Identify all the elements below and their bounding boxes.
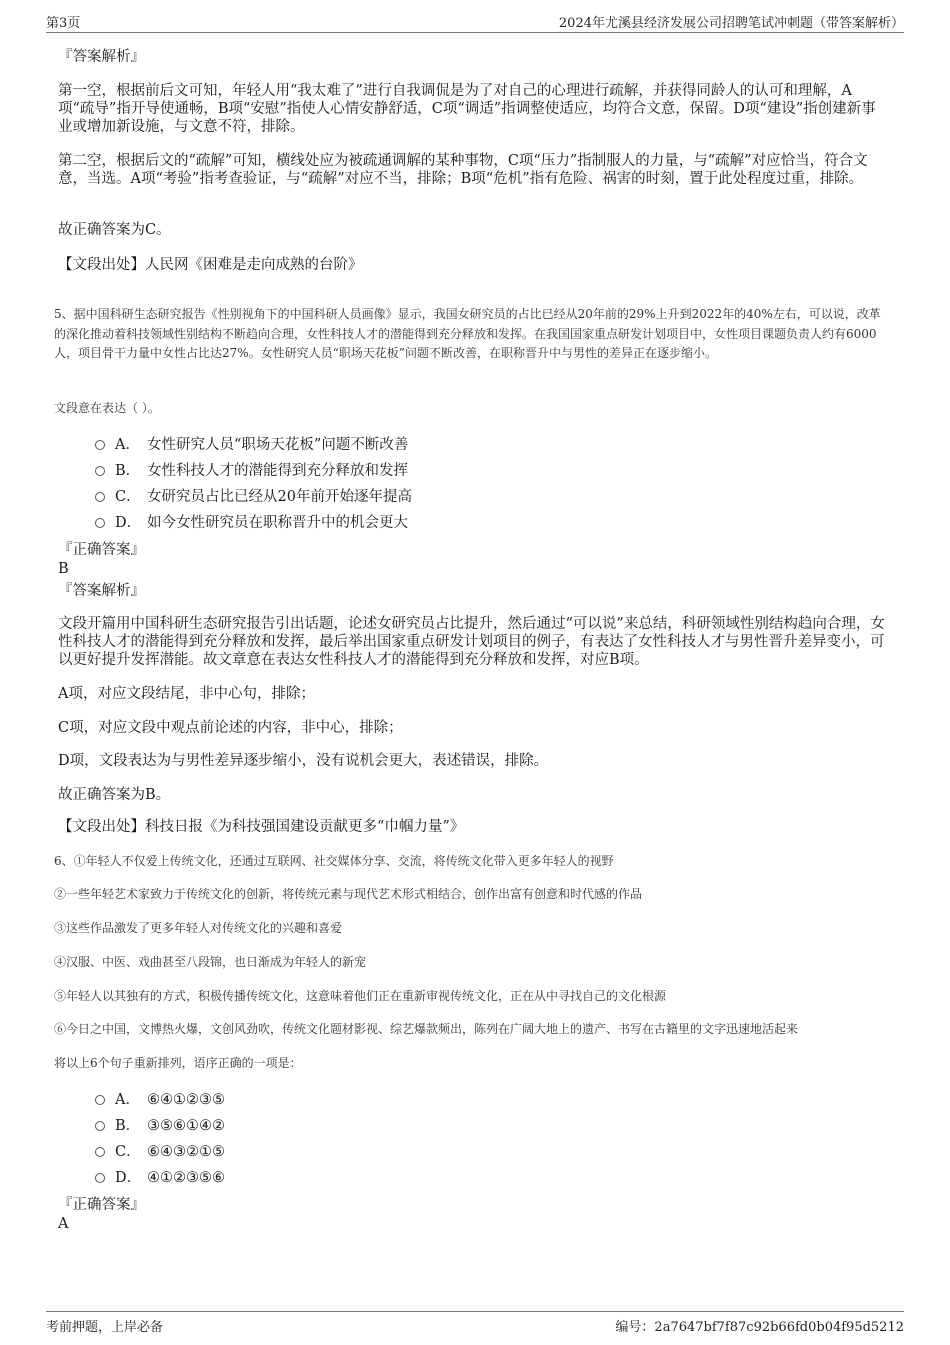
- q5-option-a[interactable]: A． 女性研究人员“职场天花板”问题不断改善: [95, 436, 408, 454]
- q5-note-c: C项，对应文段中观点前论述的内容，非中心，排除；: [58, 720, 403, 736]
- page-number: 第3页: [46, 16, 81, 31]
- q6-sentence-3: ③这些作品激发了更多年轻人对传统文化的兴趣和喜爱: [54, 921, 343, 935]
- q5-option-b[interactable]: B． 女性科技人才的潜能得到充分释放和发挥: [95, 462, 408, 480]
- q5-note-d: D项，文段表达为与男性差异逐步缩小，没有说机会更大，表述错误，排除。: [58, 753, 549, 769]
- radio-button-icon[interactable]: [95, 1095, 105, 1105]
- radio-button-icon[interactable]: [95, 1173, 105, 1183]
- passage-source: 【文段出处】人民网《困难是走向成熟的台阶》: [58, 257, 363, 273]
- radio-button-icon[interactable]: [95, 466, 105, 476]
- page-footer: [46, 1311, 904, 1338]
- document-title: 2024年尤溪县经济发展公司招聘笔试冲刺题（带答案解析）: [558, 16, 904, 31]
- radio-button-icon[interactable]: [95, 1121, 105, 1131]
- q5-analysis: 文段开篇用中国科研生态研究报告引出话题，论述女研究员占比提升，然后通过“可以说”来总结，科研领域性别结构趋向合理，女性科技人才的潜能得到充分释放和发挥，最后举出国家重点研发计划项目的例子，有表达了女性科技人才与男性晋升差异变小，可以更好提升发挥潜能。故文章意在表达女性科技人才的潜能得到充分释放和发挥，对应B项。: [58, 616, 885, 668]
- q5-answer: B: [58, 561, 69, 577]
- q6-answer-heading: 『正确答案』: [58, 1197, 145, 1213]
- analysis-paragraph-1: 第一空，根据前后文可知，年轻人用“我太难了”进行自我调侃是为了对自己的心理进行疏解，并获得同龄人的认可和理解，A项“疏导”指开导使通畅，B项“安慰”指使人心情安静舒适，C项“调适”指调整使适应，均符合文意，保留。D项“建设”指创建新事业或增加新设施，与文意不符，排除。: [58, 83, 876, 135]
- analysis-heading: 『答案解析』: [58, 49, 145, 65]
- q6-sentence-1: 6、①年轻人不仅爱上传统文化，还通过互联网、社交媒体分享、交流，将传统文化带入更多年轻人的视野: [54, 854, 614, 868]
- analysis-conclusion: 故正确答案为C。: [58, 222, 171, 238]
- page-header: [46, 10, 904, 33]
- footer-slogan: 考前押题，上岸必备: [46, 1320, 164, 1335]
- analysis-paragraph-2: 第二空，根据后文的“疏解”可知，横线处应为被疏通调解的某种事物，C项“压力”指制服人的力量，与“疏解”对应恰当，符合文意，当选。A项“考验”指考查验证，与“疏解”对应不当，排除；B项“危机”指有危险、祸害的时刻，置于此处程度过重，排除。: [58, 153, 868, 187]
- radio-button-icon[interactable]: [95, 492, 105, 502]
- question-5-prompt: 文段意在表达（ ）。: [54, 401, 160, 415]
- q6-option-b[interactable]: B． ③⑤⑥①④②: [95, 1117, 225, 1135]
- document-id: 编号：2a7647bf7f87c92b66fd0b04f95d5212: [615, 1320, 904, 1335]
- q6-prompt: 将以上6个句子重新排列，语序正确的一项是：: [54, 1056, 302, 1070]
- question-5-stem: 5、据中国科研生态研究报告《性别视角下的中国科研人员画像》显示，我国女研究员的占比已经从20年前的29%上升到2022年的40%左右，可以说，改革的深化推动着科技领域性别结构不断趋向合理，女性科技人才的潜能得到充分释放和发挥。在我国国家重点研发计划项目中，女性项目课题负责人约有6000人，项目骨干力量中女性占比达27%。女性研究人员“职场天花板”问题不断改善，在职称晋升中与男性的差异正在逐步缩小。: [54, 307, 881, 360]
- q5-source: 【文段出处】科技日报《为科技强国建设贡献更多“巾帼力量”》: [58, 819, 465, 835]
- q5-analysis-heading: 『答案解析』: [58, 583, 145, 599]
- q6-option-c[interactable]: C． ⑥④③②①⑤: [95, 1143, 225, 1161]
- q6-sentence-4: ④汉服、中医、戏曲甚至八段锦，也日渐成为年轻人的新宠: [54, 955, 367, 969]
- q5-note-a: A项，对应文段结尾，非中心句，排除；: [58, 686, 315, 702]
- radio-button-icon[interactable]: [95, 518, 105, 528]
- q6-sentence-5: ⑤年轻人以其独有的方式，积极传播传统文化，这意味着他们正在重新审视传统文化，正在从中寻找自己的文化根源: [54, 989, 667, 1003]
- q5-option-d[interactable]: D． 如今女性研究员在职称晋升中的机会更大: [95, 514, 408, 532]
- radio-button-icon[interactable]: [95, 440, 105, 450]
- q6-answer: A: [58, 1216, 69, 1232]
- q6-sentence-6: ⑥今日之中国，文博热火爆，文创风劲吹，传统文化题材影视、综艺爆款频出，陈列在广阔大地上的遗产、书写在古籍里的文字迅速地活起来: [54, 1022, 799, 1036]
- q5-option-c[interactable]: C． 女研究员占比已经从20年前开始逐年提高: [95, 488, 412, 506]
- radio-button-icon[interactable]: [95, 1147, 105, 1157]
- q5-answer-heading: 『正确答案』: [58, 542, 145, 558]
- q6-option-a[interactable]: A． ⑥④①②③⑤: [95, 1091, 225, 1109]
- q6-option-d[interactable]: D． ④①②③⑤⑥: [95, 1169, 225, 1187]
- q6-sentence-2: ②一些年轻艺术家致力于传统文化的创新，将传统元素与现代艺术形式相结合，创作出富有创意和时代感的作品: [54, 887, 643, 901]
- q5-conclusion: 故正确答案为B。: [58, 787, 171, 803]
